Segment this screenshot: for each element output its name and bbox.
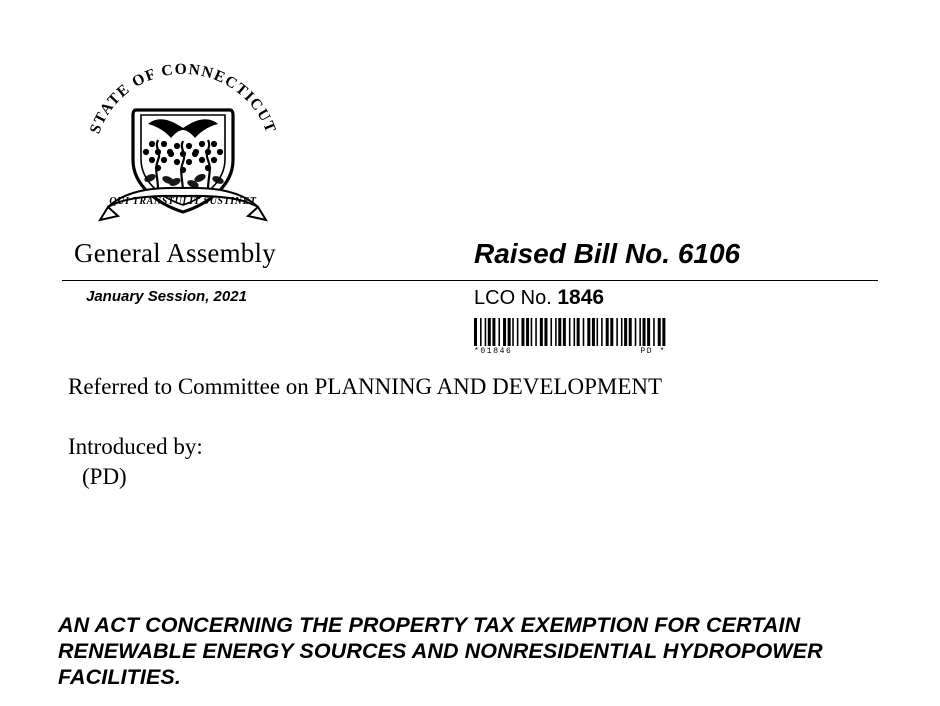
lco-label: LCO No. bbox=[474, 287, 552, 309]
header-divider bbox=[62, 280, 878, 281]
svg-text:QUI TRANSTULIT SUSTINET: QUI TRANSTULIT SUSTINET bbox=[109, 196, 257, 207]
lco-number: 1846 bbox=[557, 286, 605, 309]
barcode-left-text: *01846 bbox=[474, 347, 513, 356]
lco-line bbox=[474, 286, 604, 310]
sponsor-label: (PD) bbox=[82, 464, 127, 489]
svg-text:STATE OF CONNECTICUT: STATE OF CONNECTICUT bbox=[86, 60, 280, 137]
act-title: AN ACT CONCERNING THE PROPERTY TAX EXEMPTION FOR CERTAIN RENEWABLE ENERGY SOURCES AND NONRESIDENTIAL HYDROPOWER FACILITIES. bbox=[58, 613, 823, 689]
barcode-text bbox=[474, 347, 666, 356]
barcode-icon bbox=[474, 318, 666, 346]
session-label: January Session, 2021 bbox=[86, 288, 247, 305]
bill-number-title: Raised Bill No. 6106 bbox=[474, 238, 741, 269]
state-seal-icon bbox=[78, 52, 288, 227]
state-seal bbox=[78, 52, 288, 227]
document-header bbox=[62, 238, 878, 280]
barcode bbox=[474, 318, 666, 356]
introduced-by-label: Introduced by: bbox=[68, 434, 203, 459]
barcode-right-text: PD * bbox=[640, 347, 666, 356]
referred-to-committee: Referred to Committee on PLANNING AND DEVELOPMENT bbox=[68, 374, 663, 399]
chamber-title: General Assembly bbox=[74, 238, 276, 268]
